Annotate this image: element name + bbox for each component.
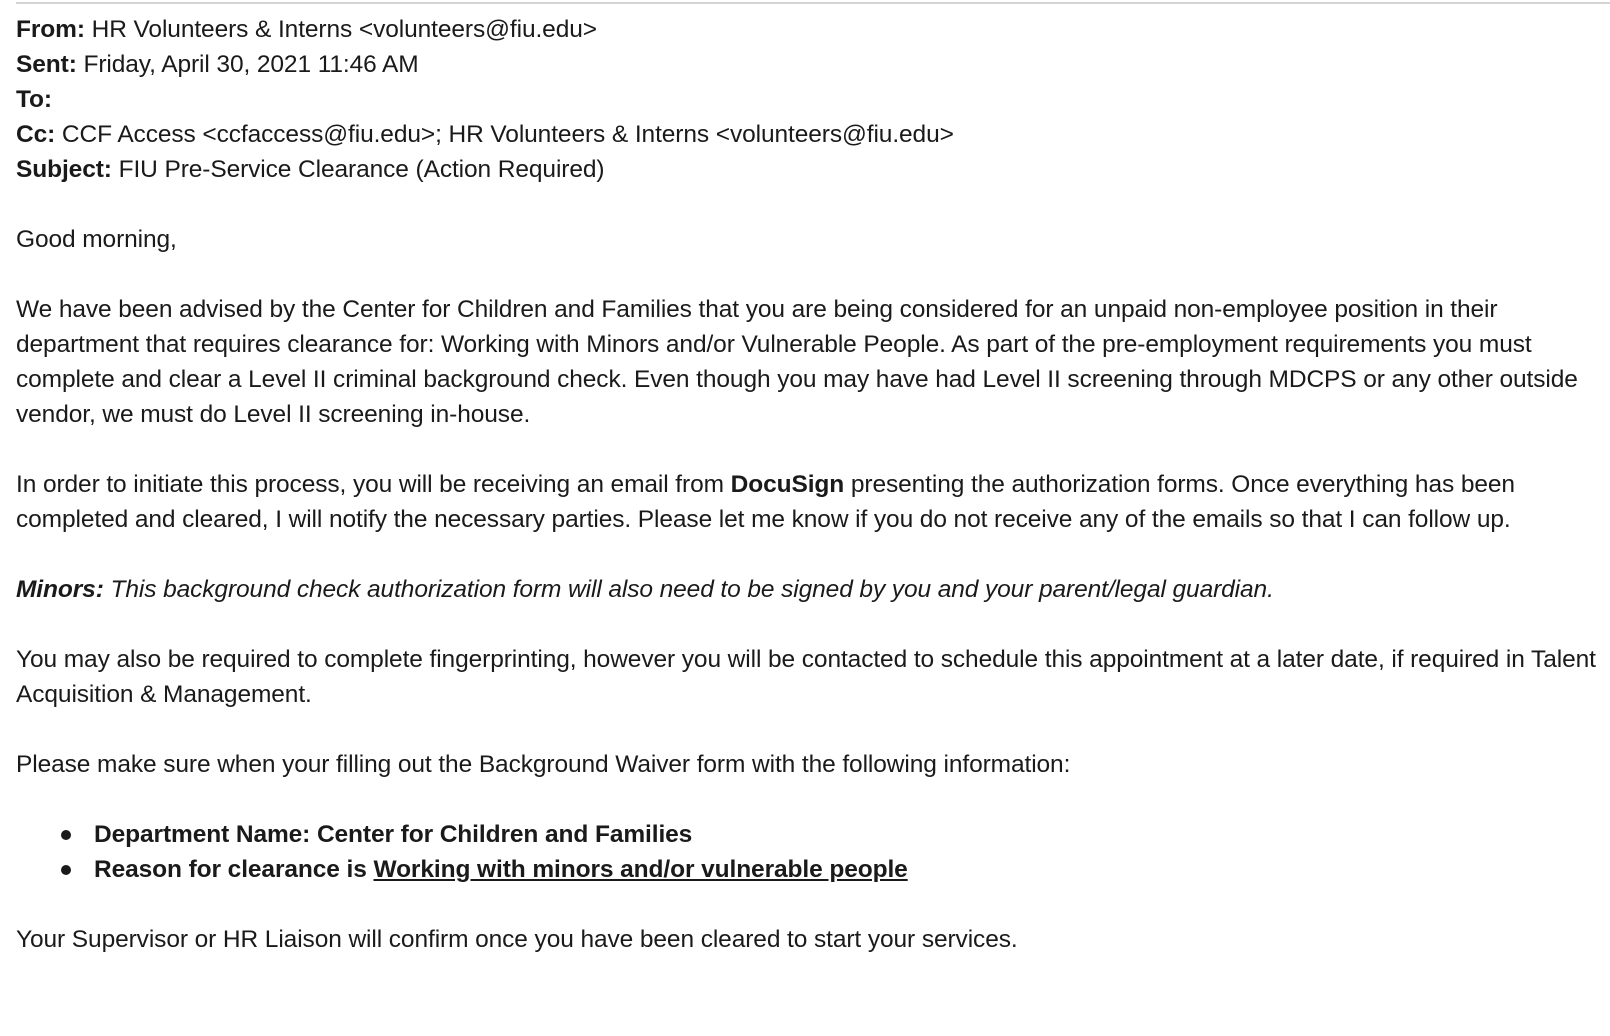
spacer bbox=[16, 782, 1596, 817]
email-message bbox=[16, 12, 1596, 957]
bullet-icon bbox=[61, 865, 71, 875]
cc-label: Cc: bbox=[16, 121, 56, 148]
spacer bbox=[16, 607, 1596, 642]
spacer bbox=[16, 537, 1596, 572]
cc-value[interactable]: CCF Access <ccfaccess@fiu.edu>; HR Volunteers & Interns <volunteers@fiu.edu> bbox=[61, 121, 954, 148]
paragraph-fingerprinting: You may also be required to complete fingerprinting, however you will be contacted to schedule this appointment at a later date, if required in Talent Acquisition & Management. bbox=[16, 646, 1596, 708]
reason-label-text: Reason for clearance is bbox=[94, 856, 374, 883]
spacer bbox=[16, 187, 1596, 222]
minors-text: This background check authorization form will also need to be signed by you and your parent/legal guardian. bbox=[103, 576, 1274, 603]
spacer bbox=[16, 432, 1596, 467]
spacer bbox=[16, 712, 1596, 747]
subject-line bbox=[16, 152, 1596, 187]
subject-value: FIU Pre-Service Clearance (Action Required) bbox=[118, 156, 605, 183]
paragraph-docusign bbox=[16, 467, 1596, 537]
top-divider bbox=[16, 2, 1610, 4]
paragraph-minors bbox=[16, 572, 1596, 607]
waiver-info-list bbox=[16, 817, 1596, 887]
sent-label: Sent: bbox=[16, 51, 77, 78]
spacer bbox=[16, 257, 1596, 292]
from-value[interactable]: HR Volunteers & Interns <volunteers@fiu.edu> bbox=[91, 16, 597, 43]
docusign-rest-text: presenting the authorization forms. Once everything has been completed and cleared, I will notify the necessary parties. Please let me know if you do not receive any of the emails so that I can follow up. bbox=[16, 471, 1515, 533]
list-item-reason bbox=[94, 852, 1596, 887]
from-label: From: bbox=[16, 16, 85, 43]
sent-value: Friday, April 30, 2021 11:46 AM bbox=[83, 51, 419, 78]
to-line bbox=[16, 82, 1596, 117]
minors-label: Minors: bbox=[16, 576, 104, 603]
spacer bbox=[16, 887, 1596, 922]
department-name-text: Department Name: Center for Children and Families bbox=[94, 821, 693, 848]
paragraph-advisement: We have been advised by the Center for Children and Families that you are being considered for an unpaid non-employee position in their department that requires clearance for: Working with Minors and/or Vulnerable People. As part of the pre-employment requirements you must complete and clear a Level II criminal background check. Even though you may have had Level II screening through MDCPS or any other outside vendor, we must do Level II screening in-house. bbox=[16, 296, 1578, 428]
greeting: Good morning, bbox=[16, 226, 177, 253]
cc-line bbox=[16, 117, 1596, 152]
to-label: To: bbox=[16, 86, 52, 113]
docusign-name: DocuSign bbox=[730, 471, 845, 498]
bullet-icon bbox=[61, 830, 71, 840]
subject-label: Subject: bbox=[16, 156, 112, 183]
docusign-intro-text: In order to initiate this process, you will be receiving an email from bbox=[16, 471, 731, 498]
paragraph-waiver-instructions: Please make sure when your filling out the Background Waiver form with the following information: bbox=[16, 751, 1071, 778]
sent-line bbox=[16, 47, 1596, 82]
reason-value-text: Working with minors and/or vulnerable people bbox=[373, 856, 908, 883]
list-item-department bbox=[94, 817, 1596, 852]
from-line bbox=[16, 12, 1596, 47]
closing-paragraph: Your Supervisor or HR Liaison will confirm once you have been cleared to start your services. bbox=[16, 926, 1018, 953]
